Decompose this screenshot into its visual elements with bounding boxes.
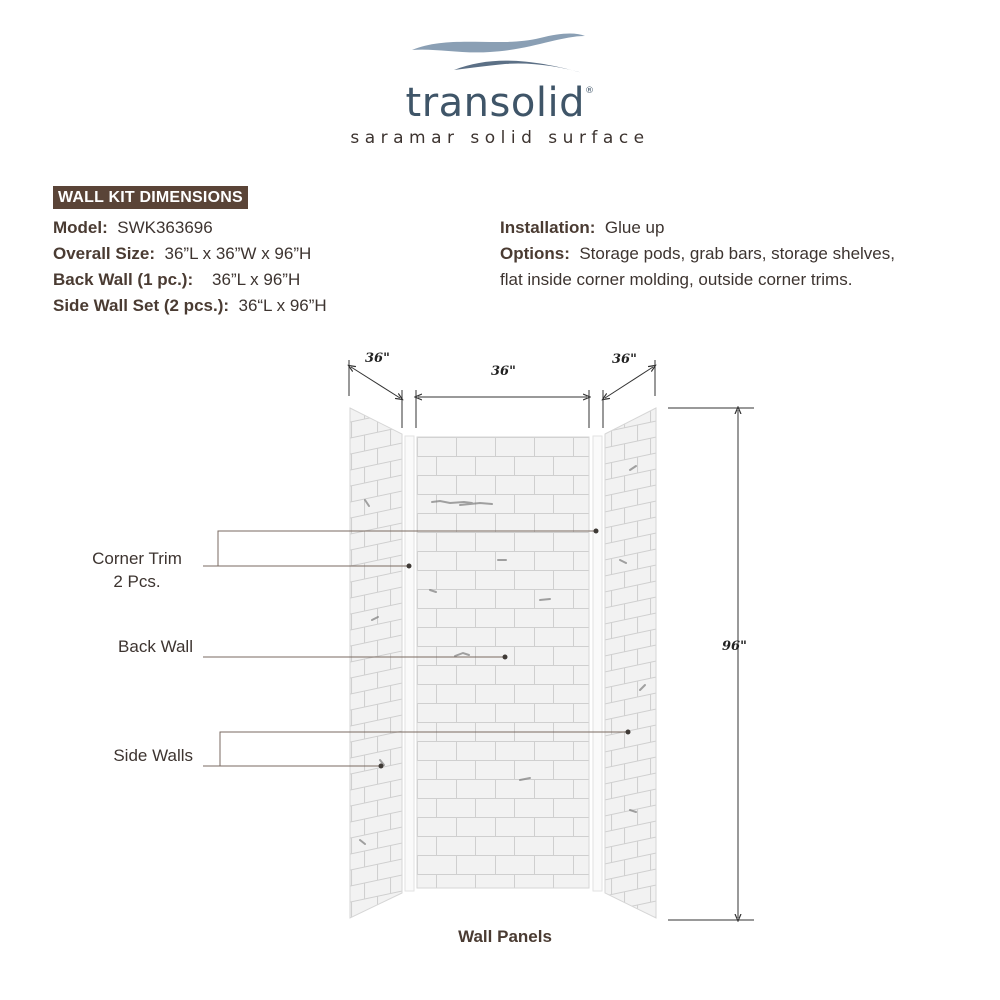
left-width-label: 36" xyxy=(365,351,390,366)
brand-name-text: transolid xyxy=(405,80,585,126)
left-side-wall xyxy=(350,408,402,918)
spec-value: SWK363696 xyxy=(117,218,213,237)
registered-mark: ® xyxy=(584,86,595,96)
spec-value: 36”L x 96”H xyxy=(212,270,301,289)
spec-value: 36”L x 36”W x 96”H xyxy=(164,244,312,263)
corner-trim-right xyxy=(593,436,602,891)
right-width-label: 36" xyxy=(612,352,637,367)
back-wall xyxy=(417,437,589,888)
corner-trim-callout xyxy=(80,547,194,593)
left-width-dimension xyxy=(351,367,400,398)
back-width-label: 36" xyxy=(491,364,516,379)
side-walls-callout: Side Walls xyxy=(113,746,193,765)
back-wall-callout: Back Wall xyxy=(118,637,193,656)
corner-trim-count: 2 Pcs. xyxy=(113,572,161,591)
section-header: WALL KIT DIMENSIONS xyxy=(53,186,248,209)
spec-label: Installation: xyxy=(500,218,596,237)
spec-label: Back Wall (1 pc.): xyxy=(53,270,194,289)
spec-label: Model: xyxy=(53,218,108,237)
corner-trim-label: Corner Trim xyxy=(92,549,182,568)
brand-tagline: saramar solid surface xyxy=(350,128,650,148)
spec-label: Options: xyxy=(500,244,570,263)
right-width-dimension xyxy=(605,367,653,398)
corner-trim-left xyxy=(405,436,414,891)
spec-label: Side Wall Set (2 pcs.): xyxy=(53,296,230,315)
spec-label: Overall Size: xyxy=(53,244,156,263)
spec-value: Glue up xyxy=(604,218,665,237)
diagram-caption: Wall Panels xyxy=(458,927,552,946)
height-label: 96" xyxy=(722,639,747,654)
spec-value: 36“L x 96”H xyxy=(238,296,327,315)
right-side-wall xyxy=(605,408,656,918)
spec-value: Storage pods, grab bars, storage shelves, flat inside corner molding, outside corner trims. xyxy=(500,244,895,289)
